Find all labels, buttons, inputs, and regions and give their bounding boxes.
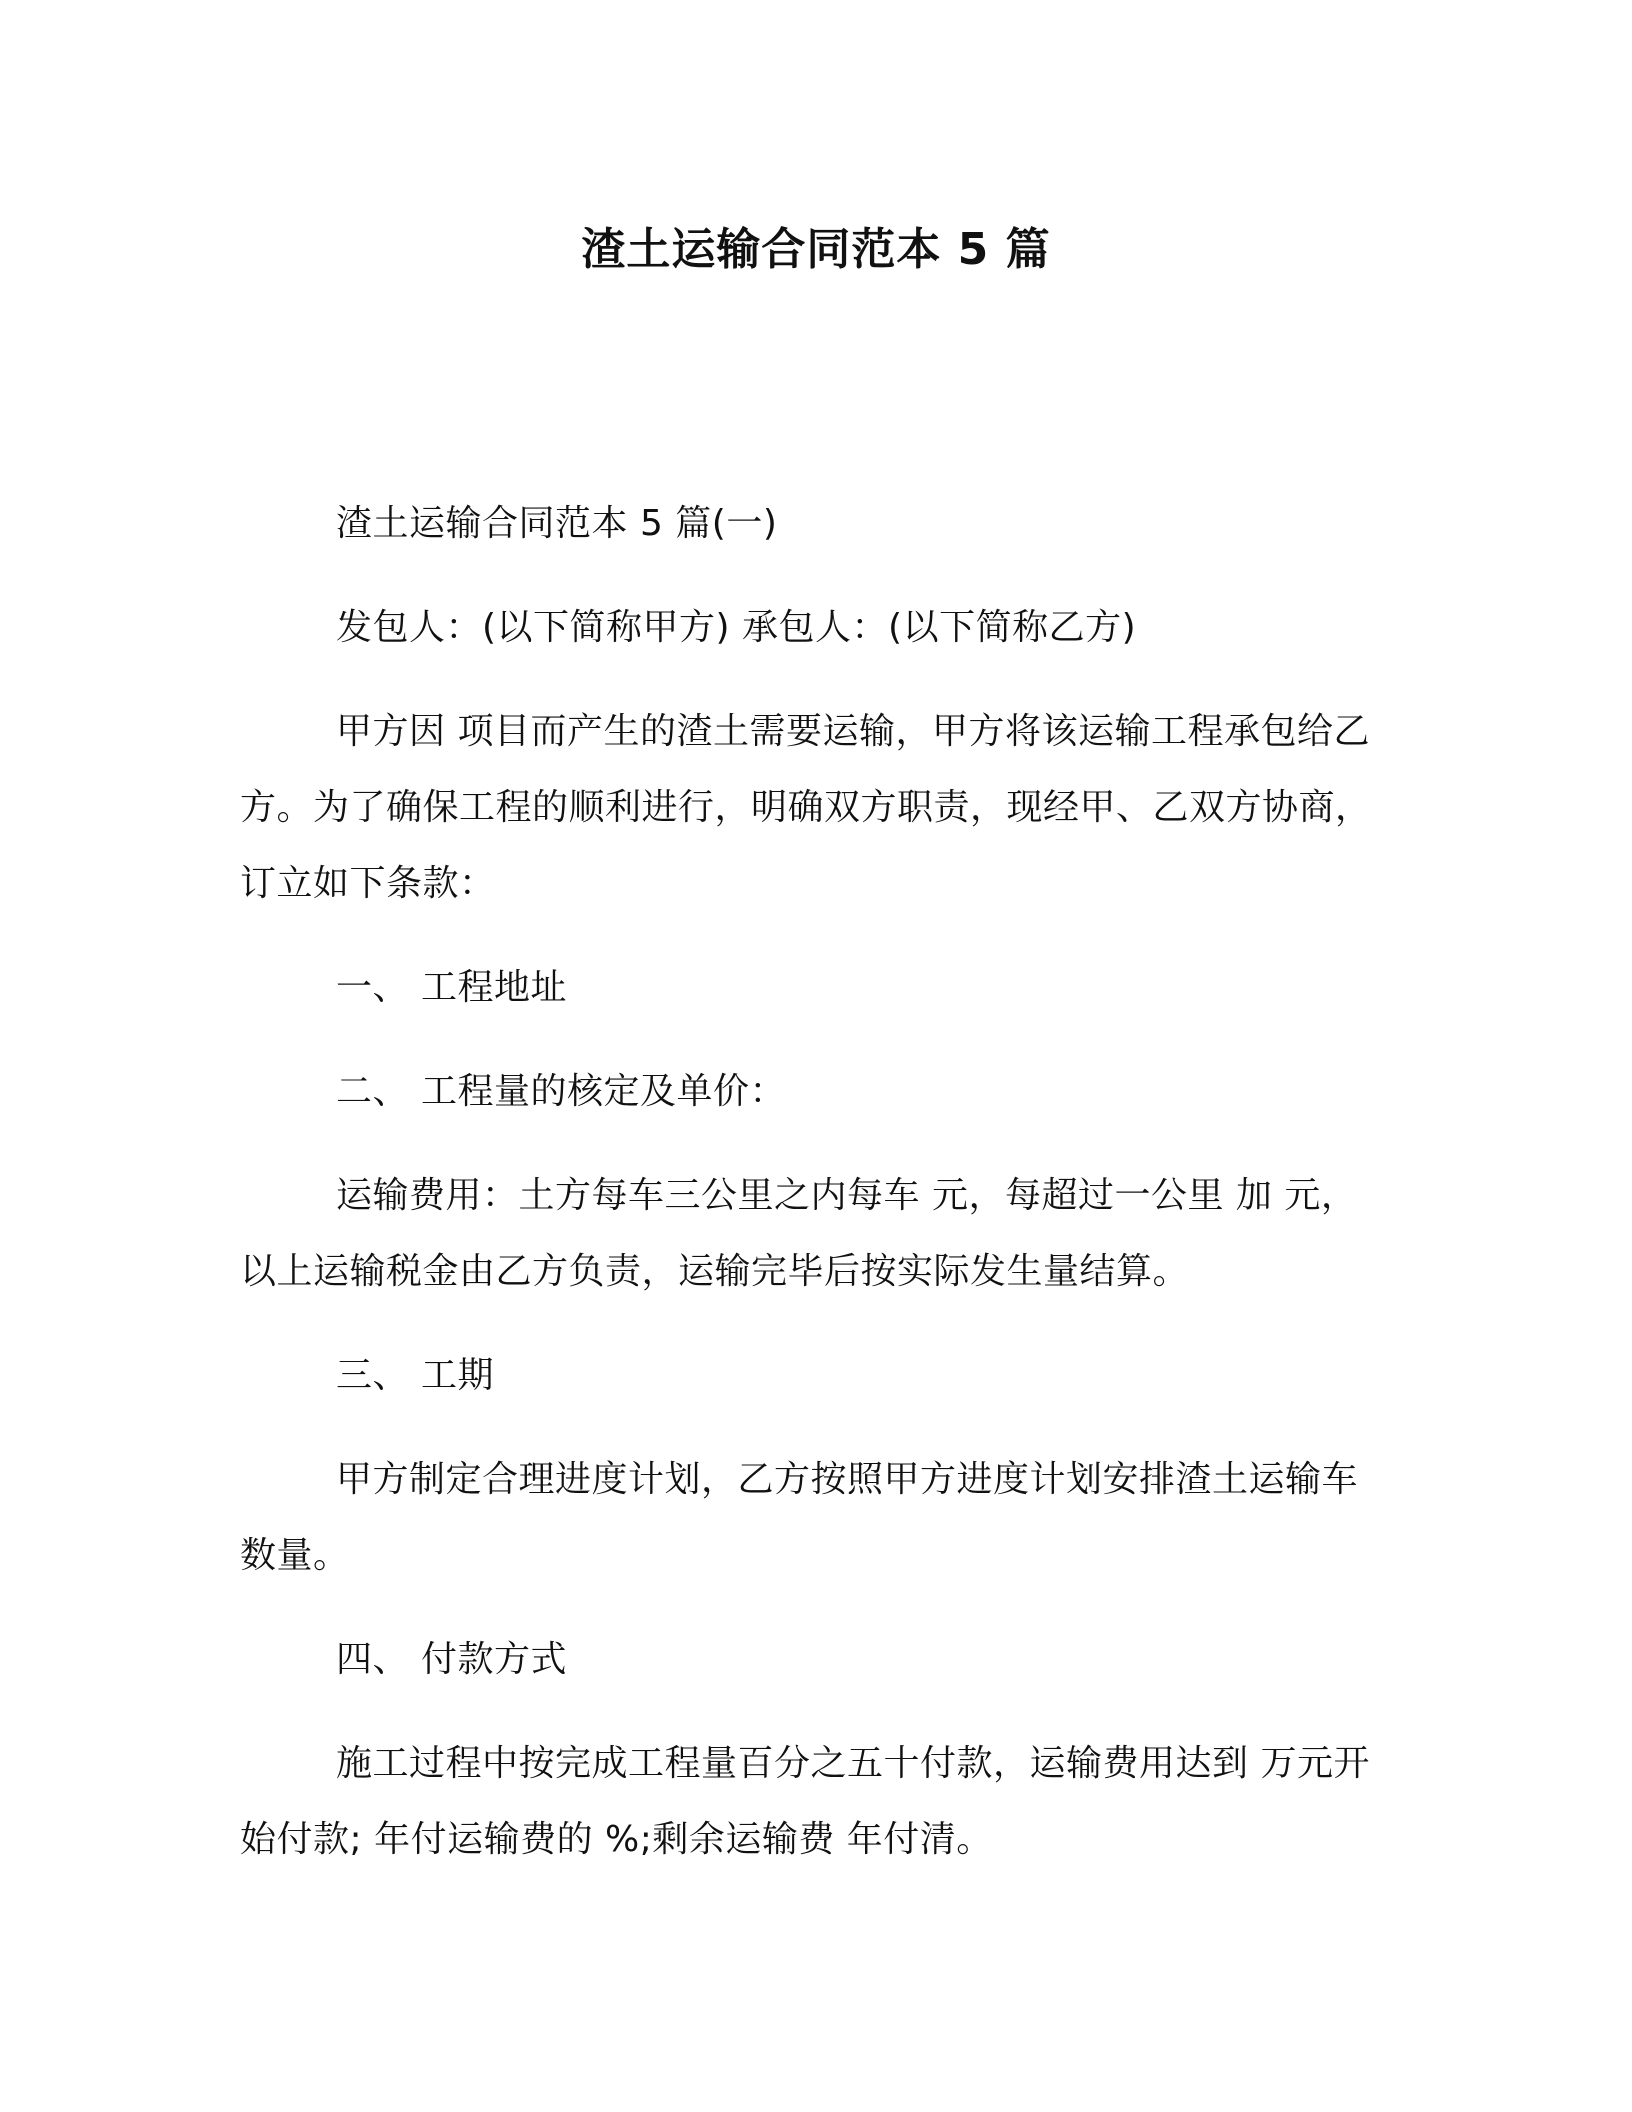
payment-paragraph: 施工过程中按完成工程量百分之五十付款，运输费用达到 万元开始付款; 年付运输费的 %;剩余运输费 年付清。: [240, 1743, 1370, 1860]
section-heading-schedule: 三、 工期: [336, 1355, 494, 1396]
section-heading-payment: 四、 付款方式: [336, 1639, 567, 1680]
intro-paragraph: 甲方因 项目而产生的渣土需要运输，甲方将该运输工程承包给乙方。为了确保工程的顺利进行，明确双方职责，现经甲、乙双方协商，订立如下条款：: [240, 711, 1372, 904]
section-heading-quantity-price: 二、 工程量的核定及单价：: [336, 1071, 786, 1112]
document-title: 渣土运输合同范本 5 篇: [581, 224, 1051, 275]
transport-fee-paragraph: 运输费用：土方每车三公里之内每车 元，每超过一公里 加 元，以上运输税金由乙方负责，运输完毕后按实际发生量结算。: [240, 1175, 1358, 1292]
schedule-paragraph: 甲方制定合理进度计划，乙方按照甲方进度计划安排渣土运输车数量。: [240, 1459, 1359, 1576]
parties-line: 发包人：(以下简称甲方) 承包人：(以下简称乙方): [336, 607, 1137, 648]
section-heading-address: 一、 工程地址: [336, 967, 567, 1008]
document-body: [240, 486, 1390, 1906]
contract-subtitle: 渣土运输合同范本 5 篇(一): [336, 503, 778, 544]
